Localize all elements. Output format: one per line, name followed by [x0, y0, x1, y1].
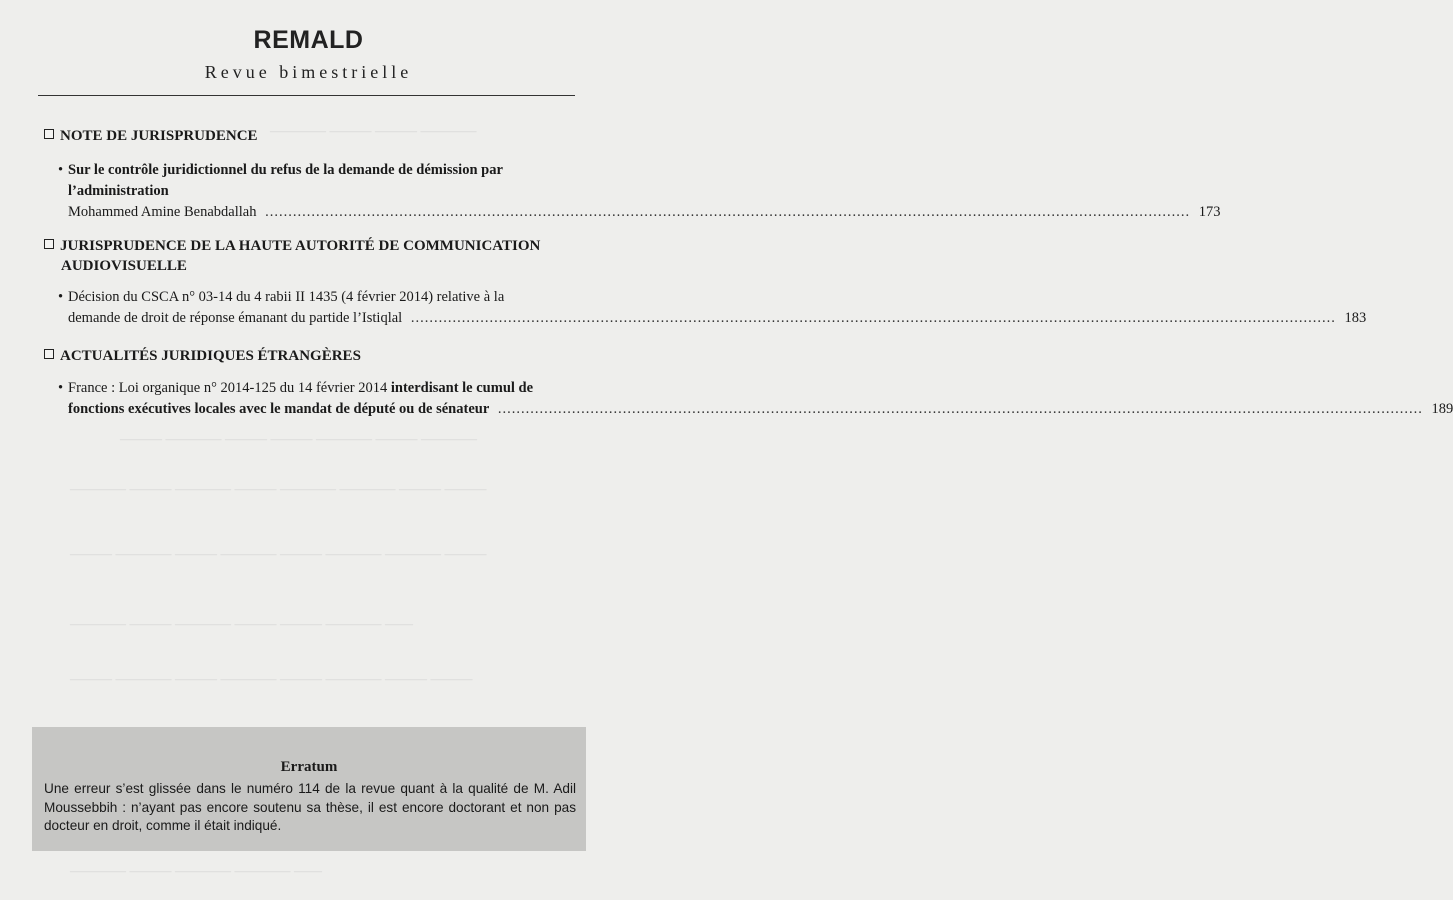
entry-title-last-line: demande de droit de réponse émanant du partide l’Istiqlal ..... 183: [60, 308, 580, 329]
journal-subtitle: Revue bimestrielle: [204, 62, 413, 82]
page-number: 189: [1431, 401, 1453, 417]
entry-title: France : Loi organique n° 2014-125 du 14 février 2014 interdisant le cumul de: [68, 380, 534, 396]
show-through-texture: ———— ——— ———— ——— ———— ———— ——— ———: [70, 482, 487, 497]
section-heading-note-de-jurisprudence: NOTE DE JURISPRUDENCE: [44, 126, 564, 146]
bullet-icon: •: [58, 289, 64, 305]
checkbox-square-icon: [44, 129, 54, 139]
erratum-title: Erratum: [280, 759, 338, 775]
erratum-text: Une erreur s’est glissée dans le numéro 114 de la revue quant à la qualité de M. Adil Moussebbih : n’ayant pas encore soutenu sa thèse, il est encore doctorant et non pas docteur en droit, comme il était indiqué.: [44, 781, 576, 833]
entry-title: Sur le contrôle juridictionnel du refus de la demande de démission par l’administration: [68, 162, 503, 199]
entry-author: Mohammed Amine Benabdallah: [68, 204, 257, 220]
show-through-texture: ———— ——— ———— ——— ——— ———— ——: [70, 617, 413, 632]
show-through-texture: ——— ———— ——— ———— ——— ———— ———— ———: [70, 547, 487, 562]
section-heading-actualites-etrangeres: ACTUALITÉS JURIDIQUES ÉTRANGÈRES: [44, 346, 564, 366]
section-heading-jurisprudence-haca: JURISPRUDENCE DE LA HAUTE AUTORITÉ DE COMMUNICATION AUDIOVISUELLE: [44, 236, 564, 276]
erratum-box: [32, 727, 586, 851]
checkbox-square-icon: [44, 239, 54, 249]
entry-author-line: [60, 202, 1221, 223]
page-number: 183: [1344, 310, 1367, 326]
entry-title-last-line: fonctions exécutives locales avec le mandat de député ou de sénateur ..... 189: [60, 399, 580, 420]
checkbox-square-icon: [44, 349, 54, 359]
leader-dots: [411, 310, 1336, 326]
bullet-icon: •: [58, 380, 64, 396]
entry-title: Décision du CSCA n° 03-14 du 4 rabii II 1435 (4 février 2014) relative à la: [68, 289, 505, 305]
leader-dots: [265, 204, 1190, 220]
page-number: 173: [1198, 204, 1221, 220]
journal-title: REMALD: [253, 26, 364, 54]
leader-dots: [498, 401, 1423, 417]
show-through-texture: ——— ———— ——— ———— ——— ———— ——— ———: [70, 672, 473, 687]
toc-entry[interactable]: [58, 378, 1453, 420]
bullet-icon: •: [58, 162, 64, 178]
toc-entry[interactable]: [58, 287, 1367, 329]
show-through-texture: ———— ——— ———— ———— ——: [70, 864, 322, 879]
toc-entry[interactable]: [58, 160, 1221, 223]
show-through-texture: ——— ———— ——— ——— ———— ——— ————: [120, 432, 477, 447]
masthead-divider: [38, 95, 575, 96]
show-through-texture: ———— ——— ——— ————: [270, 124, 477, 139]
